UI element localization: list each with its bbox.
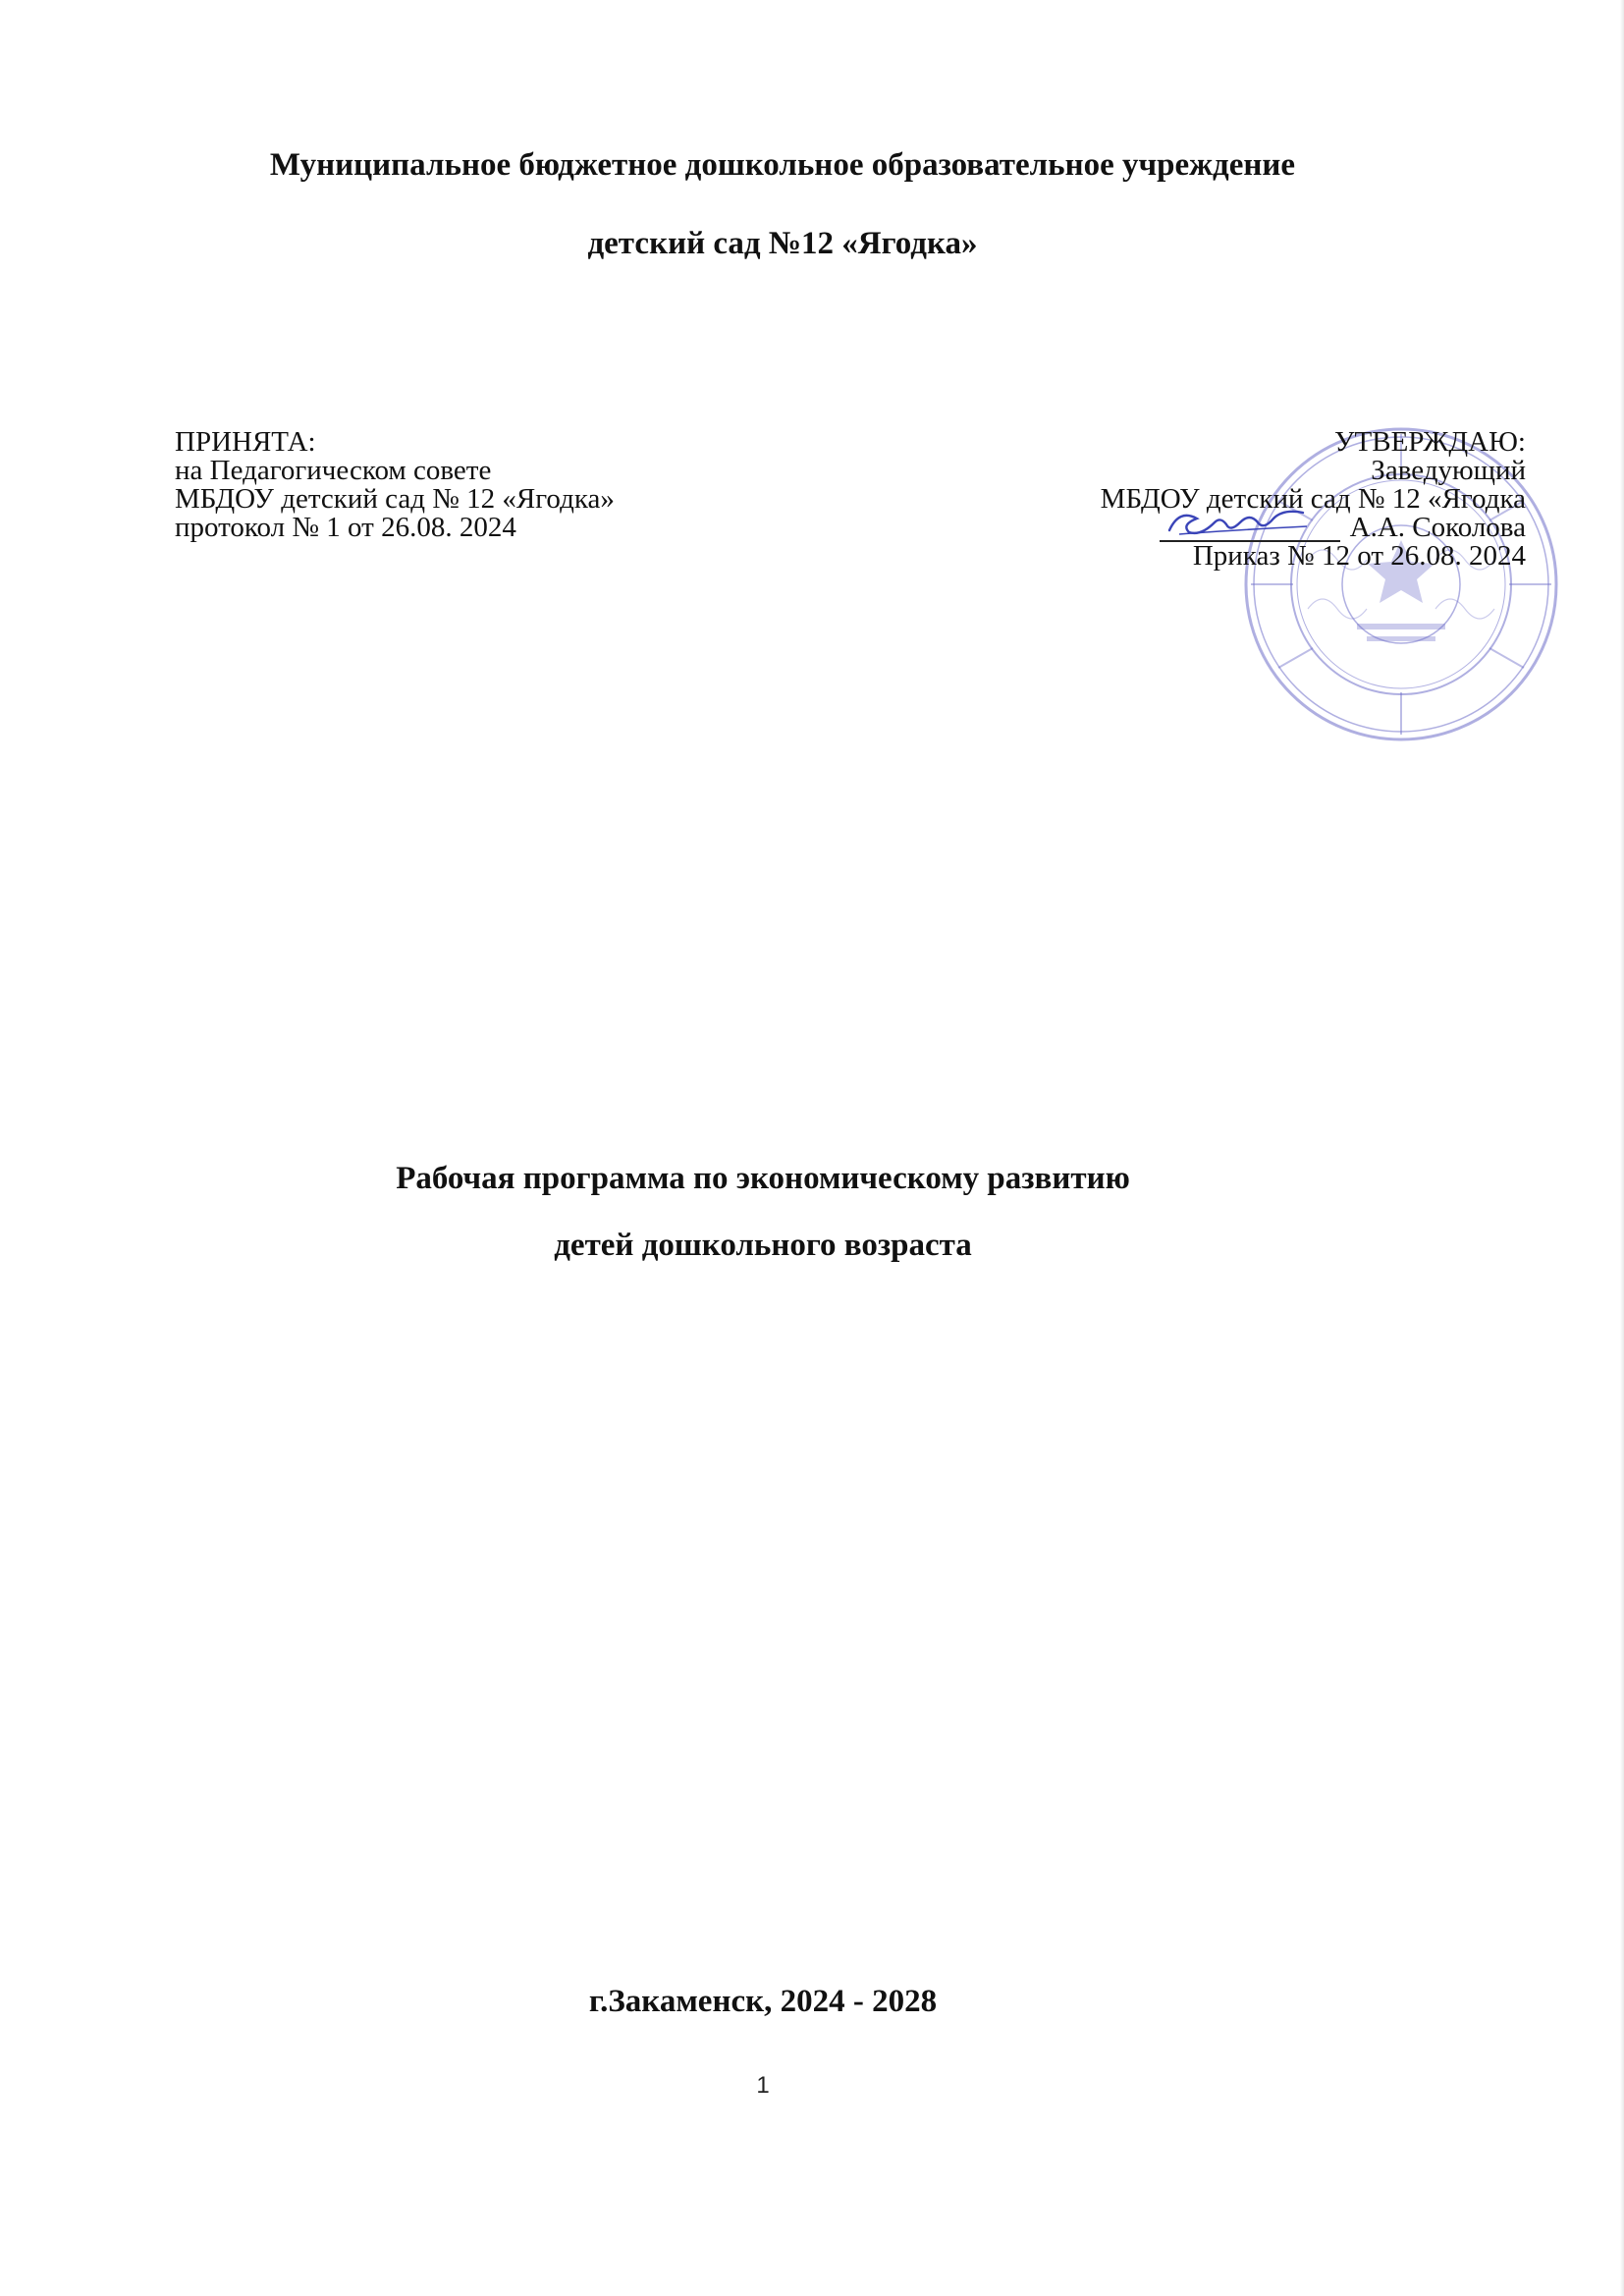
accepted-body: на Педагогическом совете [175, 455, 492, 486]
approved-order: Приказ № 12 от 26.08. 2024 [1192, 540, 1526, 572]
approved-label: УТВЕРЖДАЮ: [1334, 426, 1526, 458]
approved-signatory: А.А. Соколова [1349, 512, 1526, 543]
scan-edge [1620, 0, 1624, 2296]
accepted-org: МБДОУ детский сад № 12 «Ягодка» [175, 483, 615, 515]
signature-field [1160, 517, 1340, 542]
approved-org: МБДОУ детский сад № 12 «Ягодка [1100, 483, 1526, 515]
page-number: 1 [756, 2072, 770, 2099]
program-title-line1: Рабочая программа по экономическому развитию [396, 1161, 1130, 1196]
accepted-protocol: протокол № 1 от 26.08. 2024 [175, 512, 516, 543]
signature-icon [1150, 503, 1336, 542]
accepted-block [175, 428, 615, 542]
city-and-years: г.Закаменск, 2024 - 2028 [588, 1984, 938, 2019]
accepted-label: ПРИНЯТА: [175, 426, 316, 458]
program-title-line2: детей дошкольного возраста [554, 1228, 972, 1263]
signature-line [1101, 514, 1526, 542]
approved-position: Заведующий [1371, 455, 1526, 486]
organization-name-line1: Муниципальное бюджетное дошкольное образовательное учреждение [269, 147, 1296, 183]
organization-name-line2: детский сад №12 «Ягодка» [587, 226, 978, 261]
approved-block [1101, 428, 1526, 571]
